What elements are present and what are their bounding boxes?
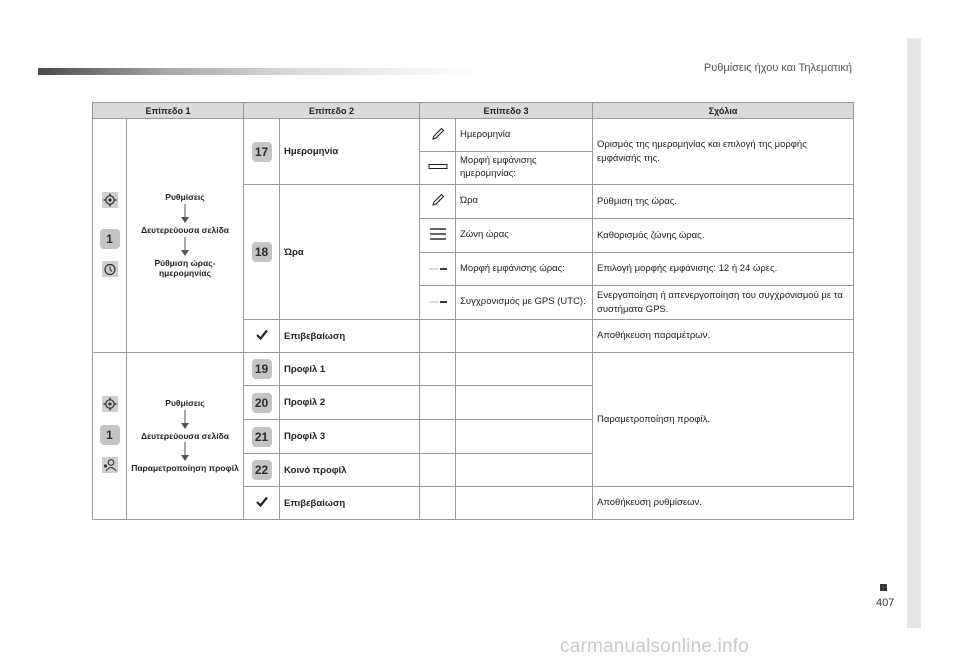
level1-label: Ρυθμίσεις [165, 398, 205, 409]
pencil-icon [431, 127, 445, 141]
empty-cell [456, 454, 593, 487]
level1-icons-cell [93, 119, 127, 353]
empty-cell [456, 420, 593, 454]
arrow-down-icon [180, 237, 190, 257]
icon-cell [420, 119, 456, 152]
comment-cell: Αποθήκευση παραμέτρων. [593, 320, 854, 353]
icon-cell [420, 286, 456, 320]
level1-flow-cell [127, 353, 244, 520]
level1-label: Δευτερεύουσα σελίδα [140, 430, 230, 441]
gear-icon [102, 192, 118, 208]
level1-label: Παραμετροποίηση προφίλ [131, 463, 239, 474]
hamburger-icon [429, 227, 447, 241]
arrow-down-icon [180, 442, 190, 462]
step-badge: 22 [252, 460, 272, 480]
comment-cell: Ορισμός της ημερομηνίας και επιλογή της μορφής εμφάνισής της. [593, 119, 854, 185]
column-header: Επίπεδο 3 [420, 103, 593, 119]
comment-cell: Ρύθμιση της ώρας. [593, 185, 854, 219]
level3-label: Μορφή εμφάνισης ώρας: [456, 253, 593, 286]
profile-icon [102, 457, 118, 473]
empty-cell [420, 420, 456, 454]
level3-label: Ώρα [456, 185, 593, 219]
table-row [93, 119, 854, 152]
side-strip [907, 38, 921, 628]
empty-cell [420, 386, 456, 420]
level1-label: Ρυθμίσεις [165, 192, 205, 203]
checkmark-icon [256, 496, 268, 507]
level2-label: Προφίλ 3 [280, 420, 420, 454]
level3-label: Ζώνη ώρας [456, 219, 593, 253]
level3-label: Συγχρονισμός με GPS (UTC): [456, 286, 593, 320]
level2-label: Επιβεβαίωση [280, 320, 420, 353]
arrow-down-icon [180, 410, 190, 430]
column-header: Επίπεδο 1 [93, 103, 244, 119]
check-cell [244, 320, 280, 353]
comment-cell: Ενεργοποίηση ή απενεργοποίηση του συγχρονισμού με τα συστήματα GPS. [593, 286, 854, 320]
step-badge: 1 [100, 425, 120, 445]
empty-cell [420, 454, 456, 487]
gear-icon [102, 396, 118, 412]
clock-icon [102, 261, 118, 277]
table-row [93, 353, 854, 386]
step-badge: 20 [252, 393, 272, 413]
empty-cell [420, 353, 456, 386]
num-cell [244, 185, 280, 320]
comment-cell: Καθορισμός ζώνης ώρας. [593, 219, 854, 253]
step-badge: 1 [100, 229, 120, 249]
header-gradient-bar [38, 68, 478, 75]
empty-cell [456, 353, 593, 386]
icon-cell [420, 152, 456, 185]
column-header: Επίπεδο 2 [244, 103, 420, 119]
empty-cell [456, 487, 593, 520]
step-badge: 18 [252, 242, 272, 262]
level1-icons-cell [93, 353, 127, 520]
level2-label: Επιβεβαίωση [280, 487, 420, 520]
empty-cell [456, 320, 593, 353]
page-number: 407 [876, 597, 895, 609]
level2-label: Προφίλ 1 [280, 353, 420, 386]
icon-cell [420, 219, 456, 253]
watermark: carmanualsonline.info [560, 636, 750, 657]
icon-cell [420, 253, 456, 286]
pencil-icon [431, 193, 445, 207]
level1-flow-cell [127, 119, 244, 353]
level2-label: Ημερομηνία [280, 119, 420, 185]
level2-label: Κοινό προφίλ [280, 454, 420, 487]
page-marker [880, 584, 887, 591]
level3-label: Ημερομηνία [456, 119, 593, 152]
table-header-row [93, 103, 854, 119]
empty-cell [420, 487, 456, 520]
page-header-title: Ρυθμίσεις ήχου και Τηλεματική [703, 62, 852, 74]
settings-table [92, 102, 854, 520]
column-header: Σχόλια [593, 103, 854, 119]
step-badge: 21 [252, 427, 272, 447]
dash-icon [428, 299, 448, 305]
level1-label: Ρύθμιση ώρας-ημερομηνίας [154, 257, 216, 279]
icon-cell [420, 185, 456, 219]
comment-cell: Παραμετροποίηση προφίλ. [593, 353, 854, 487]
check-cell [244, 487, 280, 520]
step-badge: 19 [252, 359, 272, 379]
num-cell [244, 454, 280, 487]
num-cell [244, 353, 280, 386]
level2-label: Ώρα [280, 185, 420, 320]
level1-label: Δευτερεύουσα σελίδα [140, 224, 230, 235]
bar-icon [428, 163, 448, 171]
dash-icon [428, 266, 448, 272]
comment-cell: Αποθήκευση ρυθμίσεων. [593, 487, 854, 520]
level3-label: Μορφή εμφάνισης ημερομηνίας: [456, 152, 593, 185]
step-badge: 17 [252, 142, 272, 162]
empty-cell [456, 386, 593, 420]
num-cell [244, 386, 280, 420]
level2-label: Προφίλ 2 [280, 386, 420, 420]
arrow-down-icon [180, 204, 190, 224]
empty-cell [420, 320, 456, 353]
comment-cell: Επιλογή μορφής εμφάνισης: 12 ή 24 ώρες. [593, 253, 854, 286]
checkmark-icon [256, 329, 268, 340]
num-cell [244, 119, 280, 185]
num-cell [244, 420, 280, 454]
